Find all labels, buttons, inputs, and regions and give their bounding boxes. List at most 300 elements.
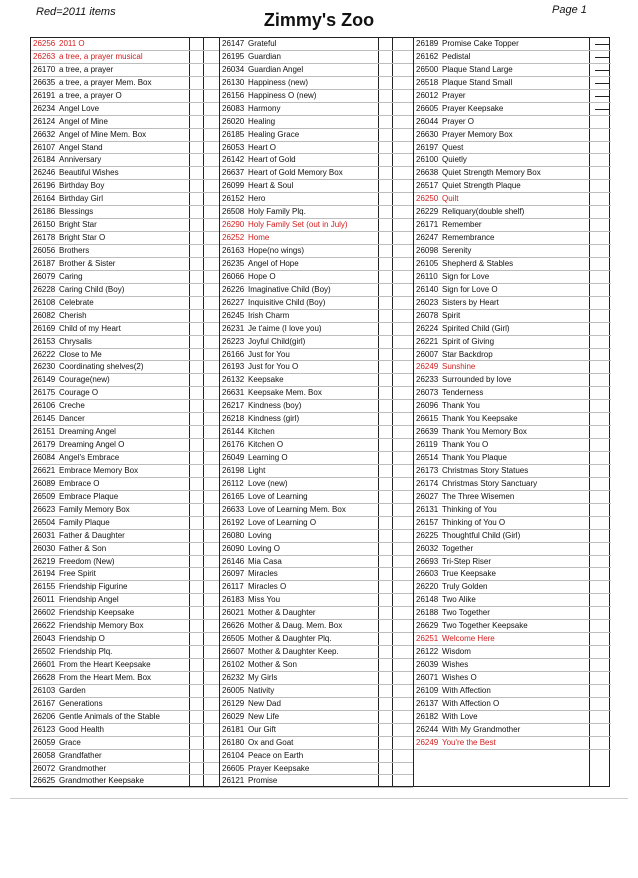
item-code: 26166	[222, 349, 245, 359]
inventory-row	[31, 439, 219, 452]
item-code: 26152	[222, 194, 245, 204]
inventory-row	[414, 659, 611, 672]
inventory-row	[220, 646, 413, 659]
item-code: 26039	[416, 660, 439, 669]
inventory-row	[220, 193, 413, 206]
item-name: Promise Cake Topper	[442, 39, 519, 48]
inventory-row	[414, 336, 611, 349]
item-code: 26098	[416, 246, 439, 255]
item-code: 26031	[33, 530, 56, 540]
inventory-row	[31, 465, 219, 478]
item-name: Free Spirit	[59, 569, 96, 579]
item-name: Hope(no wings)	[248, 246, 305, 255]
item-name: Healing Grace	[248, 129, 300, 139]
item-name: Peace on Earth	[248, 750, 304, 760]
inventory-row	[31, 77, 219, 90]
item-name: Angel Love	[59, 103, 100, 113]
item-name: Brother & Sister	[59, 258, 116, 268]
inventory-row	[31, 659, 219, 672]
inventory-row	[414, 219, 611, 232]
item-code: 26235	[222, 258, 245, 268]
item-name: Family Memory Box	[59, 504, 130, 514]
inventory-row	[414, 465, 611, 478]
item-code: 26034	[222, 64, 245, 74]
item-name: Miracles O	[248, 582, 287, 592]
inventory-row	[220, 271, 413, 284]
item-code: 26188	[416, 608, 439, 618]
item-name: From the Heart Mem. Box	[59, 672, 152, 682]
inventory-row	[414, 387, 611, 400]
item-code: 26222	[33, 349, 56, 359]
item-code: 26230	[33, 362, 56, 372]
item-name: Joyful Child(girl)	[248, 336, 306, 346]
item-name: Promise	[248, 776, 278, 786]
item-code: 26251	[416, 634, 439, 644]
item-name: My Girls	[248, 672, 278, 682]
item-code: 26130	[222, 77, 245, 87]
inventory-row	[31, 310, 219, 323]
inventory-row	[220, 219, 413, 232]
item-code: 26079	[33, 271, 56, 281]
item-code: 26224	[416, 323, 439, 333]
inventory-row	[414, 400, 611, 413]
item-name: Tri-Step Riser	[442, 556, 492, 566]
item-name: Father & Daughter	[59, 530, 125, 540]
item-code: 26029	[222, 711, 245, 721]
inventory-row	[414, 452, 611, 465]
item-code: 26193	[222, 362, 245, 372]
item-name: Prayer Memory Box	[442, 129, 513, 139]
item-name: With Affection O	[442, 698, 500, 708]
item-code: 26197	[416, 142, 439, 152]
inventory-row	[220, 737, 413, 750]
item-code: 26226	[222, 284, 245, 294]
item-name: Sign for Love O	[442, 284, 498, 294]
item-name: Garden	[59, 685, 86, 695]
item-name: Just for You	[248, 349, 290, 359]
item-code: 26183	[222, 595, 245, 605]
inventory-row	[414, 180, 611, 193]
item-code: 26176	[222, 440, 245, 450]
inventory-row	[220, 620, 413, 633]
inventory-row	[31, 142, 219, 155]
inventory-row	[31, 64, 219, 77]
inventory-row	[414, 607, 611, 620]
inventory-row	[220, 310, 413, 323]
item-name: Quietly	[442, 155, 467, 165]
item-code: 26184	[33, 155, 56, 165]
inventory-row	[414, 672, 611, 685]
item-name: Wishes O	[442, 672, 477, 682]
item-name: Grateful	[248, 39, 277, 48]
item-name: Chrysalis	[59, 336, 92, 346]
inventory-row	[220, 517, 413, 530]
check-mark	[595, 70, 609, 71]
item-code: 26693	[416, 556, 439, 566]
inventory-row	[220, 763, 413, 776]
item-name: Love of Learning O	[248, 517, 317, 527]
item-name: Kindness (boy)	[248, 401, 302, 411]
page-footer-rule	[10, 798, 628, 799]
item-name: Just for You O	[248, 362, 299, 372]
item-name: Angel of Hope	[248, 258, 299, 268]
item-code: 26072	[33, 763, 56, 773]
inventory-row	[220, 633, 413, 646]
item-code: 26007	[416, 349, 439, 359]
item-name: Kindness (girl)	[248, 414, 300, 424]
item-code: 26518	[416, 77, 439, 87]
inventory-row	[414, 116, 611, 129]
item-code: 26169	[33, 323, 56, 333]
item-name: Light	[248, 465, 266, 475]
item-code: 26142	[222, 155, 245, 165]
item-name: Thank You Memory Box	[442, 427, 527, 437]
inventory-row	[220, 750, 413, 763]
item-code: 26027	[416, 491, 439, 501]
item-name: Two Alike	[442, 595, 476, 605]
item-name: Irish Charm	[248, 310, 290, 320]
item-code: 26104	[222, 750, 245, 760]
inventory-row	[31, 775, 219, 788]
inventory-row	[31, 129, 219, 142]
item-name: Ox and Goat	[248, 737, 294, 747]
inventory-row	[414, 64, 611, 77]
inventory-row	[31, 478, 219, 491]
item-code: 26227	[222, 297, 245, 307]
inventory-row	[31, 297, 219, 310]
inventory-row	[414, 439, 611, 452]
item-code: 26129	[222, 698, 245, 708]
inventory-row	[414, 103, 611, 116]
inventory-row	[31, 232, 219, 245]
inventory-row	[414, 349, 611, 362]
item-name: Learning O	[248, 453, 288, 462]
item-name: Thank You O	[442, 440, 489, 450]
item-name: Thinking of You	[442, 504, 497, 514]
item-name: Angel of Mine	[59, 116, 108, 126]
inventory-sheet	[30, 37, 610, 787]
item-code: 26245	[222, 310, 245, 320]
item-code: 26505	[222, 634, 245, 644]
page-number: Page 1	[552, 4, 587, 16]
item-code: 26192	[222, 517, 245, 527]
item-code: 26058	[33, 750, 56, 760]
inventory-row	[414, 594, 611, 607]
item-code: 26112	[222, 478, 244, 488]
inventory-column-3	[414, 38, 611, 786]
item-code: 26621	[33, 465, 56, 475]
inventory-row	[414, 284, 611, 297]
inventory-row	[220, 284, 413, 297]
inventory-row	[220, 90, 413, 103]
item-name: Close to Me	[59, 349, 102, 359]
inventory-row	[220, 361, 413, 374]
inventory-row	[414, 517, 611, 530]
item-code: 26110	[416, 271, 438, 281]
item-name: Love of Learning Mem. Box	[248, 504, 346, 514]
item-code: 26066	[222, 271, 245, 281]
item-name: Two Together Keepsake	[442, 621, 528, 631]
inventory-row	[220, 387, 413, 400]
item-code: 26156	[222, 90, 245, 100]
item-code: 26020	[222, 116, 245, 126]
inventory-row	[31, 258, 219, 271]
inventory-row	[220, 439, 413, 452]
check-mark	[595, 96, 609, 97]
inventory-row	[414, 323, 611, 336]
inventory-row	[31, 103, 219, 116]
item-code: 26622	[33, 621, 56, 631]
item-name: Friendship Angel	[59, 595, 119, 605]
inventory-row	[220, 180, 413, 193]
item-name: Grace	[59, 737, 81, 747]
item-name: Plaque Stand Large	[442, 64, 513, 74]
item-code: 26147	[222, 39, 245, 48]
item-name: Surrounded by love	[442, 375, 512, 385]
item-name: Quiet Strength Memory Box	[442, 168, 541, 178]
inventory-row	[220, 568, 413, 581]
inventory-row	[31, 491, 219, 504]
item-name: Remember	[442, 220, 482, 230]
item-code: 26145	[33, 414, 56, 424]
inventory-row	[31, 517, 219, 530]
item-code: 26137	[416, 698, 439, 708]
item-code: 26123	[33, 724, 56, 734]
item-name: With My Grandmother	[442, 724, 521, 734]
item-name: Thoughtful Child (Girl)	[442, 530, 521, 540]
inventory-row	[220, 465, 413, 478]
item-code: 26186	[33, 207, 56, 217]
inventory-row	[31, 452, 219, 465]
item-name: Anniversary	[59, 155, 102, 165]
item-name: Grandmother	[59, 763, 107, 773]
item-name: Spirited Child (Girl)	[442, 323, 510, 333]
item-code: 26119	[416, 440, 438, 450]
inventory-row	[220, 659, 413, 672]
item-code: 26221	[416, 336, 439, 346]
item-name: Good Health	[59, 724, 104, 734]
item-name: Keepsake Mem. Box	[248, 388, 322, 398]
inventory-row	[31, 374, 219, 387]
inventory-row	[220, 556, 413, 569]
item-code: 26121	[222, 776, 245, 786]
item-code: 26175	[33, 388, 56, 398]
inventory-row	[414, 51, 611, 64]
item-name: Courage(new)	[59, 375, 110, 385]
item-name: Embrace Plaque	[59, 491, 119, 501]
inventory-row	[414, 491, 611, 504]
item-name: Wisdom	[442, 647, 471, 657]
item-code: 26198	[222, 465, 245, 475]
inventory-row	[220, 775, 413, 788]
item-name: Together	[442, 543, 474, 553]
item-code: 26163	[222, 246, 245, 255]
item-code: 26250	[416, 194, 439, 204]
inventory-row	[220, 711, 413, 724]
item-name: Caring Child (Boy)	[59, 284, 125, 294]
item-code: 26504	[33, 517, 56, 527]
inventory-row	[414, 77, 611, 90]
item-name: Prayer Keepsake	[442, 103, 504, 113]
item-code: 26089	[33, 478, 56, 488]
item-name: Christmas Story Sanctuary	[442, 478, 538, 488]
item-code: 26605	[222, 763, 245, 773]
inventory-row	[414, 245, 611, 258]
item-name: a tree, a prayer musical	[59, 51, 143, 61]
item-code: 26607	[222, 647, 245, 657]
item-name: Miracles	[248, 569, 278, 579]
item-name: Hero	[248, 194, 266, 204]
item-code: 26639	[416, 427, 439, 437]
item-name: Friendship Keepsake	[59, 608, 135, 618]
item-name: Spirit	[442, 310, 461, 320]
item-name: Quest	[442, 142, 464, 152]
inventory-row	[220, 51, 413, 64]
item-code: 26637	[222, 168, 245, 178]
item-name: Sunshine	[442, 362, 476, 372]
item-name: New Dad	[248, 698, 281, 708]
inventory-row	[220, 374, 413, 387]
inventory-row	[414, 271, 611, 284]
item-code: 26059	[33, 737, 56, 747]
item-code: 26179	[33, 440, 56, 450]
legend-note: Red=2011 items	[36, 6, 116, 18]
item-code: 26228	[33, 284, 56, 294]
item-name: Two Together	[442, 608, 490, 618]
inventory-row	[414, 581, 611, 594]
item-code: 26185	[222, 129, 245, 139]
inventory-row	[414, 646, 611, 659]
item-name: From the Heart Keepsake	[59, 660, 151, 669]
inventory-row	[414, 361, 611, 374]
inventory-row	[414, 737, 611, 750]
inventory-row	[220, 38, 413, 51]
inventory-row	[31, 620, 219, 633]
inventory-row	[31, 349, 219, 362]
item-code: 26108	[33, 297, 56, 307]
item-code: 26032	[416, 543, 439, 553]
inventory-row	[414, 232, 611, 245]
item-name: Child of my Heart	[59, 323, 121, 333]
inventory-row	[220, 116, 413, 129]
item-code: 26629	[416, 621, 439, 631]
inventory-row	[31, 116, 219, 129]
item-name: Friendship Memory Box	[59, 621, 144, 631]
item-name: Healing	[248, 116, 276, 126]
item-name: Dreaming Angel	[59, 427, 116, 437]
item-name: Birthday Boy	[59, 181, 105, 191]
inventory-row	[31, 38, 219, 51]
item-code: 26196	[33, 181, 56, 191]
item-code: 26252	[222, 233, 245, 243]
inventory-row	[31, 581, 219, 594]
item-name: Heart of Gold	[248, 155, 296, 165]
item-code: 26023	[416, 297, 439, 307]
item-code: 26131	[416, 504, 439, 514]
item-code: 26165	[222, 491, 245, 501]
inventory-row	[31, 51, 219, 64]
item-code: 26500	[416, 64, 439, 74]
page-title: Zimmy's Zoo	[263, 10, 375, 30]
inventory-row	[31, 646, 219, 659]
inventory-row	[220, 206, 413, 219]
inventory-row	[414, 142, 611, 155]
item-code: 26206	[33, 711, 56, 721]
inventory-row	[414, 711, 611, 724]
inventory-row	[220, 543, 413, 556]
inventory-row	[220, 77, 413, 90]
item-code: 26195	[222, 51, 245, 61]
item-name: Loving O	[248, 543, 281, 553]
item-name: The Three Wisemen	[442, 491, 515, 501]
item-name: Hope O	[248, 271, 276, 281]
inventory-row	[414, 38, 611, 51]
inventory-row	[31, 206, 219, 219]
inventory-row	[31, 737, 219, 750]
item-code: 26155	[33, 582, 56, 592]
inventory-row	[31, 361, 219, 374]
item-code: 26631	[222, 388, 245, 398]
item-name: Creche	[59, 401, 85, 411]
inventory-row	[414, 724, 611, 737]
check-mark	[595, 109, 609, 110]
item-code: 26603	[416, 569, 439, 579]
inventory-row	[31, 284, 219, 297]
inventory-row	[414, 129, 611, 142]
inventory-row	[220, 129, 413, 142]
item-name: Mother & Daughter	[248, 608, 316, 618]
item-name: Keepsake	[248, 375, 284, 385]
item-code: 26502	[33, 647, 56, 657]
item-name: Mother & Daughter Keep.	[248, 647, 339, 657]
inventory-row	[31, 90, 219, 103]
inventory-row	[31, 154, 219, 167]
item-name: Remembrance	[442, 233, 495, 243]
inventory-row	[414, 543, 611, 556]
item-name: Grandmother Keepsake	[59, 776, 144, 786]
inventory-row	[414, 633, 611, 646]
item-name: Heart & Soul	[248, 181, 294, 191]
inventory-row	[220, 685, 413, 698]
item-code: 26044	[416, 116, 439, 126]
inventory-row	[414, 620, 611, 633]
item-code: 26173	[416, 465, 439, 475]
item-code: 26189	[416, 39, 439, 48]
item-code: 26263	[33, 51, 56, 61]
item-code: 26082	[33, 310, 56, 320]
inventory-row	[31, 724, 219, 737]
inventory-row	[31, 763, 219, 776]
inventory-row	[220, 167, 413, 180]
item-code: 26021	[222, 608, 245, 618]
item-name: Grandfather	[59, 750, 102, 760]
item-code: 26102	[222, 660, 245, 669]
item-code: 26615	[416, 414, 439, 424]
item-name: New Life	[248, 711, 280, 721]
item-name: Thank You Keepsake	[442, 414, 518, 424]
item-code: 26100	[416, 155, 439, 165]
item-code: 26187	[33, 258, 56, 268]
inventory-row	[220, 64, 413, 77]
item-name: Kitchen O	[248, 440, 284, 450]
item-name: Kitchen	[248, 427, 275, 437]
item-code: 26140	[416, 284, 439, 294]
item-code: 26124	[33, 116, 56, 126]
item-code: 26218	[222, 414, 245, 424]
item-name: Brothers	[59, 246, 90, 255]
item-code: 26073	[416, 388, 439, 398]
item-name: Sisters by Heart	[442, 297, 499, 307]
